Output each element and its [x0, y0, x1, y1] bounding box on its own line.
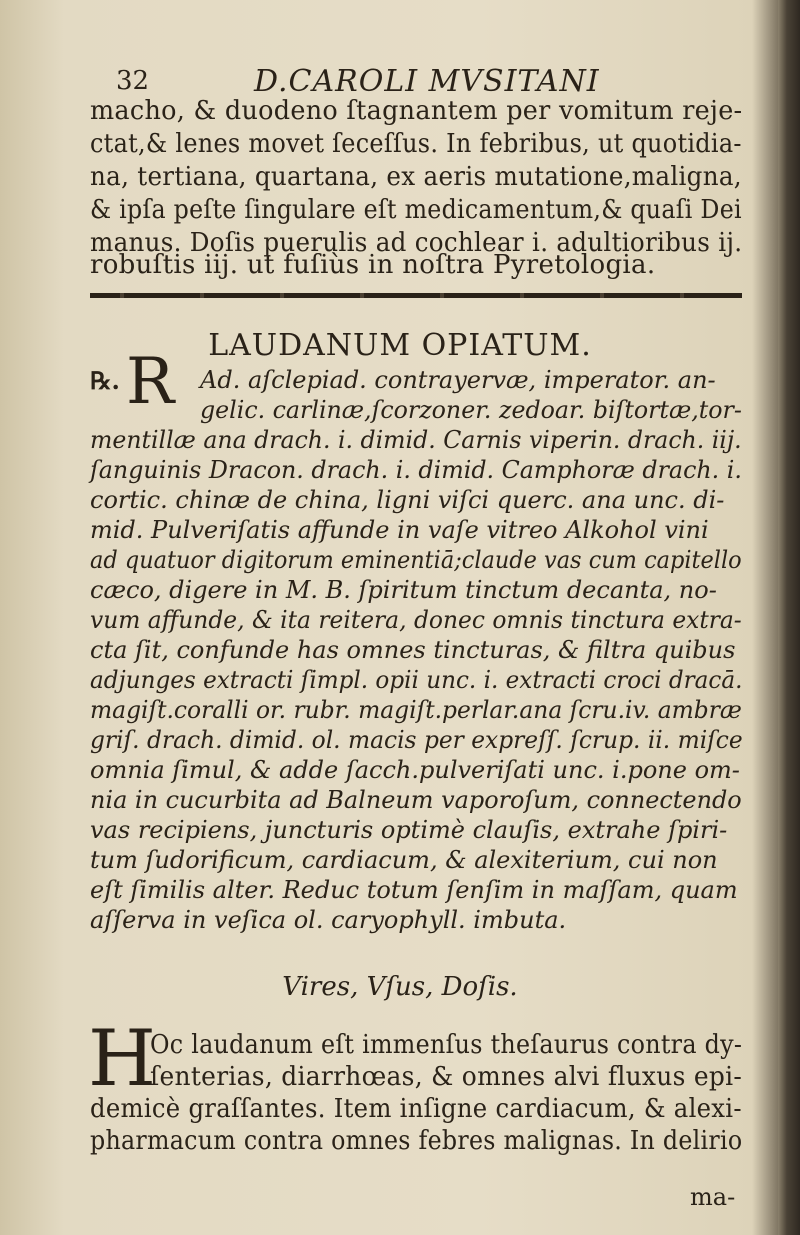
text-line: robuſtis iij. ut fuſiùs in noſtra Pyretologia. [90, 250, 656, 280]
recipe-line: eſt ſimilis alter. Reduc totum ſenſim in maſſam, quam [90, 876, 738, 904]
section-title: LAUDANUM OPIATUM. [208, 328, 592, 363]
recipe-line: nia in cucurbita ad Balneum vaporoſum, connectendo [90, 786, 742, 814]
recipe-line: griſ. drach. dimid. ol. macis per expreſſ. ſcrup. ii. miſce [90, 726, 743, 754]
text-line: manus. Doſis puerulis ad cochlear i. adultioribus ij. [90, 228, 743, 258]
recipe-line: cta ſit, confunde has omnes tincturas, & filtra quibus [90, 636, 736, 664]
binding-gutter [778, 0, 800, 1235]
recipe-line: gelic. carlinæ,ſcorzoner. zedoar. biſtortæ,tor- [200, 396, 742, 424]
recipe-line: mentillæ ana drach. i. dimid. Carnis viperin. drach. iij. [90, 426, 742, 454]
text-line: macho, & duodeno ſtagnantem per vomitum reje- [90, 96, 743, 126]
catchword: ma- [690, 1183, 736, 1211]
recipe-line: vas recipiens, juncturis optimè clauſis, extrahe ſpiri- [90, 816, 728, 844]
recipe-line: mid. Pulveriſatis affunde in vaſe vitreo Alkohol vini [90, 516, 709, 544]
text-line: demicè graſſantes. Item inſigne cardiacum, & alexi- [90, 1094, 742, 1124]
page-number: 32 [116, 66, 150, 96]
text-line: ſenterias, diarrhœas, & omnes alvi fluxus epi- [150, 1062, 743, 1092]
sub-heading: Vires, Vſus, Doſis. [282, 972, 518, 1002]
recipe-symbol: ℞. [90, 366, 120, 395]
recipe-line: ad quatuor digitorum eminentiā;claude vas cum capitello [90, 546, 742, 574]
text-line: Oc laudanum eſt immenſus theſaurus contra dy- [150, 1030, 743, 1060]
recipe-line: magiſt.coralli or. rubr. magiſt.perlar.ana ſcru.iv. ambræ [90, 696, 742, 724]
recipe-line: omnia ſimul, & adde ſacch.pulveriſati unc. i.pone om- [90, 756, 740, 784]
running-title: D.CAROLI MVSITANI [254, 64, 600, 99]
recipe-line: cæco, digere in M. B. ſpiritum tinctum decanta, no- [90, 576, 717, 604]
recipe-line: ſanguinis Dracon. drach. i. dimid. Camphoræ drach. i. [90, 456, 742, 484]
text-line: na, tertiana, quartana, ex aeris mutatione,maligna, [90, 162, 742, 192]
drop-cap-h: H [88, 1014, 157, 1104]
recipe-line: cortic. chinæ de china, ligni viſci querc. ana unc. di- [90, 486, 725, 514]
recipe-line: vum affunde, & ita reitera, donec omnis tinctura extra- [90, 606, 742, 634]
drop-cap-r: R [126, 345, 175, 419]
ornamental-rule [90, 293, 742, 298]
recipe-line: adjunges extracti ſimpl. opii unc. i. extracti croci dracā. [90, 666, 743, 694]
recipe-line: tum ſudorificum, cardiacum, & alexiterium, cui non [90, 846, 718, 874]
recipe-line: Ad. aſclepiad. contrayervæ, imperator. an- [200, 366, 716, 394]
text-line: pharmacum contra omnes febres malignas. In delirio [90, 1126, 743, 1156]
recipe-line: aſſerva in veſica ol. caryophyll. imbuta. [90, 906, 567, 934]
text-line: & ipſa peſte ſingulare eſt medicamentum,& quaſi Dei [90, 195, 742, 225]
text-line: ctat,& lenes movet ſeceſſus. In febribus, ut quotidia- [90, 129, 742, 159]
